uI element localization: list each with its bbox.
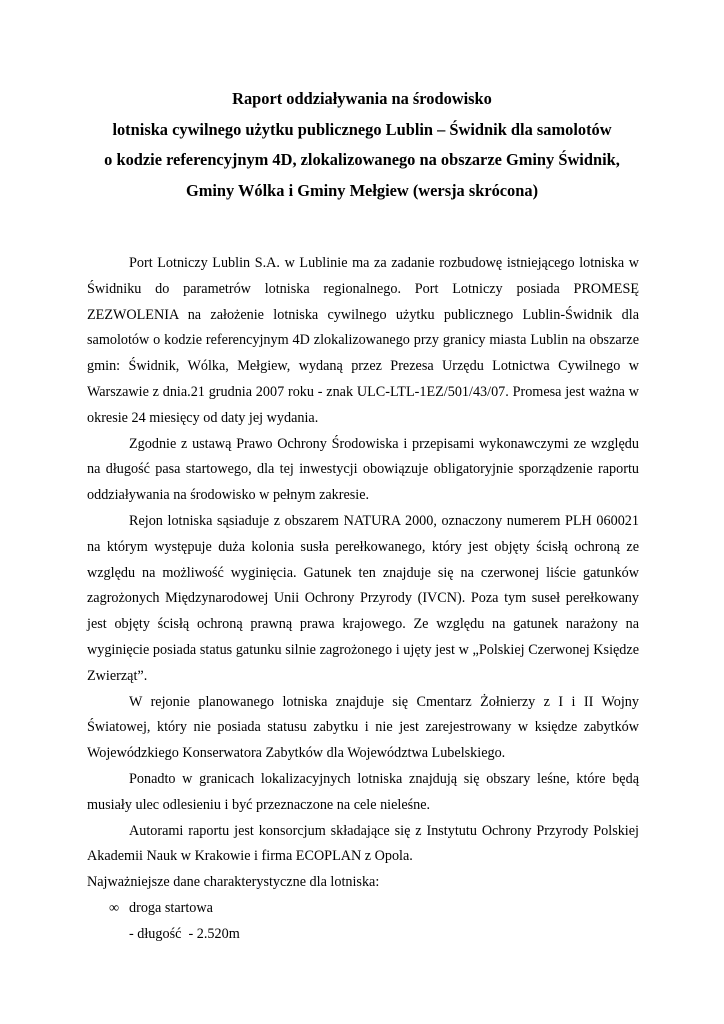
paragraph-airport-expansion: Port Lotniczy Lublin S.A. w Lublinie ma za zadanie rozbudowę istniejącego lotniska w Świdniku do parametrów lotniska regionalnego. Port Lotniczy posiada PROMESĘ ZEZWOLENIA na założenie lotniska cywilnego użytku publicznego Lublin-Świdnik dla samolotów o kodzie referencyjnym 4D zlokalizowanego przy granicy miasta Lublin na obszarze gmin: Świdnik, Wólka, Mełgiew, wydaną przez Prezesa Urzędu Lotnictwa Cywilnego w Warszawie z dnia.21 grudnia 2007 roku - znak ULC-LTL-1EZ/501/43/07. Promesa jest ważna w okresie 24 miesięcy od daty jej wydania. — [87, 255, 639, 426]
list-item-runway: droga startowa — [129, 899, 213, 916]
characteristics-heading: Najważniejsze dane charakterystyczne dla lotniska: — [87, 874, 380, 891]
paragraph-natura-2000: Rejon lotniska sąsiaduje z obszarem NATURA 2000, oznaczony numerem PLH 060021 na którym występuje duża kolonia susła perełkowanego, który jest objęty ścisłą ochroną ze względu na możliwość wyginięcia. Gatunek ten znajduje się na czerwonej liście gatunków zagrożonych Międzynarodowej Unii Ochrony Przyrody (IVCN). Poza tym suseł perełkowany jest objęty ścisłą ochroną prawną prawa krajowego. Ze względu na gatunek narażony na wyginięcie posiada status gatunku silnie zagrożonego i ujęty jest w „Polskiej Czerwonej Księdze Zwierząt”. — [87, 512, 639, 684]
list-item — [87, 896, 639, 922]
title-line-4: Gminy Wólka i Gminy Mełgiew (wersja skrócona) — [185, 180, 539, 200]
paragraph-forest-areas: Ponadto w granicach lokalizacyjnych lotniska znajdują się obszary leśne, które będą musiały ulec odlesieniu i być przeznaczone na cele nieleśne. — [87, 770, 639, 813]
infinity-bullet-icon: ∞ — [109, 899, 120, 916]
runway-length: - długość - 2.520m — [129, 925, 240, 942]
paragraph-war-cemetery: W rejonie planowanego lotniska znajduje się Cmentarz Żołnierzy z I i II Wojny Światowej, który nie posiada statusu zabytku i nie jest zarejestrowany w księdze zabytków Wojewódzkiego Konserwatora Zabytków dla Województwa Lubelskiego. — [87, 693, 639, 762]
document-title — [60, 84, 664, 206]
title-line-1: Raport oddziaływania na środowisko — [232, 89, 492, 108]
list-item-detail — [87, 922, 639, 948]
document-body — [87, 251, 639, 948]
title-line-3: o kodzie referencyjnym 4D, zlokalizowanego na obszarze Gminy Świdnik, — [104, 150, 620, 169]
title-line-2: lotniska cywilnego użytku publicznego Lublin – Świdnik dla samolotów — [112, 119, 612, 139]
paragraph-report-authors: Autorami raportu jest konsorcjum składające się z Instytutu Ochrony Przyrody Polskiej Akademii Nauk w Krakowie i firma ECOPLAN z Opola. — [87, 822, 639, 865]
paragraph-environmental-law: Zgodnie z ustawą Prawo Ochrony Środowiska i przepisami wykonawczymi ze względu na długość pasa startowego, dla tej inwestycji obowiązuje obligatoryjnie sporządzenie raportu oddziaływania na środowisko w pełnym zakresie. — [87, 435, 639, 504]
